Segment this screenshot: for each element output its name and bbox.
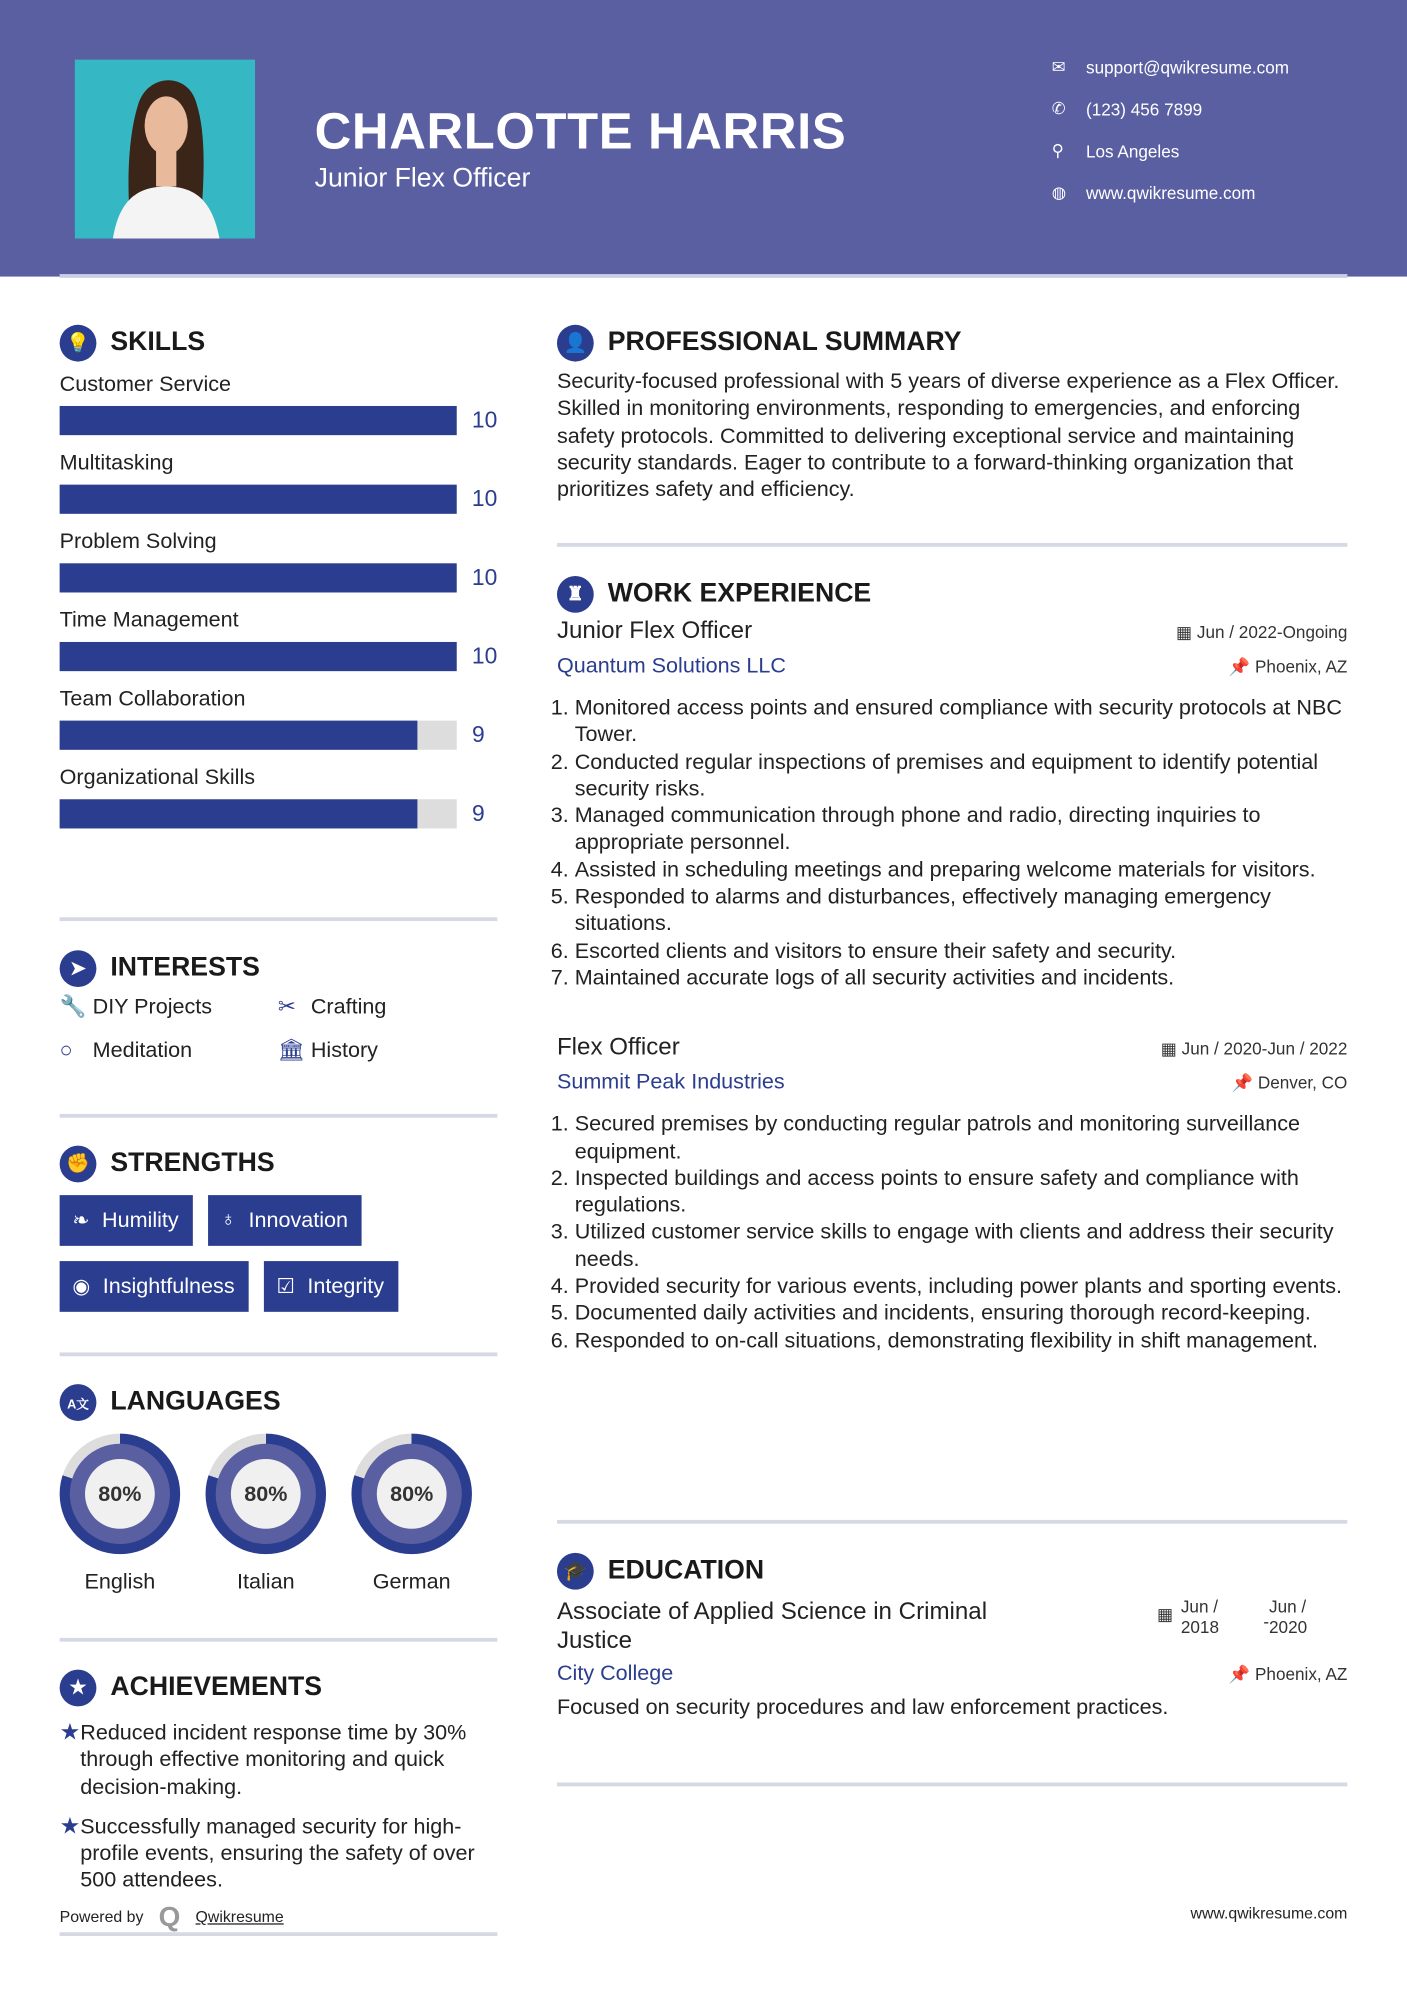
qwikresume-logo-icon: Q xyxy=(158,1900,181,1933)
lightbulb-icon: ♁ xyxy=(220,1209,236,1231)
language-item xyxy=(60,1434,181,1595)
strength-tag xyxy=(60,1261,249,1312)
divider xyxy=(60,1352,498,1356)
skill-bar-fill xyxy=(60,721,417,750)
section-heading: SKILLS xyxy=(110,327,206,357)
skill-value: 10 xyxy=(471,643,498,669)
job-title: Junior Flex Officer xyxy=(556,617,753,645)
language-percent: 80% xyxy=(377,1459,447,1529)
interests-section xyxy=(60,949,498,1063)
strength-label: Innovation xyxy=(248,1207,349,1232)
school-name: City College xyxy=(556,1660,674,1685)
company-name: Quantum Solutions LLC xyxy=(556,653,786,678)
interest-item xyxy=(60,1038,278,1063)
lightbulb-icon: 💡 xyxy=(60,324,97,361)
star-badge-icon: ★ xyxy=(60,1669,97,1706)
job-bullet: 4. Assisted in scheduling meetings and preparing welcome materials for visitors. xyxy=(575,856,1348,883)
divider xyxy=(557,1783,1347,1787)
language-label: English xyxy=(84,1569,156,1594)
job-bullet: 6. Responded to on-call situations, demonstrating flexibility in shift management. xyxy=(575,1327,1348,1354)
calendar-icon: ▦ xyxy=(1175,622,1197,642)
job-bullet: 2. Inspected buildings and access points to ensure safety and compliance with regulations. xyxy=(575,1164,1348,1218)
start-date: Jun / 2018 xyxy=(1180,1597,1219,1637)
contact-website[interactable] xyxy=(1052,183,1256,203)
skill-item xyxy=(60,686,498,749)
divider xyxy=(557,543,1347,547)
date-separator: - xyxy=(1263,1612,1270,1632)
language-label: German xyxy=(372,1569,451,1594)
eye-icon: ◉ xyxy=(72,1276,91,1298)
contact-text: support@qwikresume.com xyxy=(1086,57,1290,77)
candidate-name: CHARLOTTE HARRIS xyxy=(314,104,847,160)
graduate-icon: 🎓 xyxy=(557,1552,594,1589)
strength-label: Insightfulness xyxy=(102,1273,235,1298)
strengths-section xyxy=(60,1144,498,1311)
bank-icon: 🏛 xyxy=(277,1037,306,1062)
achievement-item xyxy=(60,1813,498,1894)
contact-phone xyxy=(1052,99,1202,119)
job-location: Denver, CO xyxy=(1257,1073,1348,1093)
language-donut xyxy=(206,1434,327,1555)
skill-bar-fill xyxy=(60,406,457,435)
language-item xyxy=(351,1434,472,1595)
language-item xyxy=(206,1434,327,1595)
skill-item xyxy=(60,765,498,828)
job-entry xyxy=(557,618,1347,991)
job-dates: Jun / 2022-Ongoing xyxy=(1196,622,1348,642)
skill-value: 10 xyxy=(471,407,498,433)
school-location: Phoenix, AZ xyxy=(1255,1664,1348,1684)
skill-value: 10 xyxy=(471,564,498,590)
divider xyxy=(557,1520,1347,1524)
language-percent: 80% xyxy=(85,1459,155,1529)
interest-item xyxy=(60,995,278,1020)
strength-tag xyxy=(264,1261,398,1312)
skill-label: Time Management xyxy=(59,607,239,632)
divider xyxy=(60,1114,498,1118)
summary-section xyxy=(557,324,1347,504)
job-bullet: 3. Managed communication through phone and radio, directing inquiries to appropriate personnel. xyxy=(575,802,1348,856)
candidate-title: Junior Flex Officer xyxy=(314,163,531,193)
skill-item xyxy=(60,372,498,435)
globe-icon: ◍ xyxy=(1051,182,1067,202)
skill-item xyxy=(60,450,498,513)
education-dates xyxy=(1157,1597,1347,1655)
degree: Associate of Applied Science in Criminal Justice xyxy=(556,1598,988,1655)
header-divider xyxy=(60,274,1348,278)
achievement-text: Successfully managed security for high-profile events, ensuring the safety of over 500 attendees. xyxy=(80,1814,475,1893)
job-entry xyxy=(557,1034,1347,1353)
skill-value: 9 xyxy=(471,721,485,748)
achievement-item xyxy=(60,1719,498,1800)
contact-email[interactable] xyxy=(1052,57,1289,77)
skill-bar xyxy=(60,799,457,828)
fist-icon: ✊ xyxy=(60,1145,97,1182)
job-bullet: 5. Documented daily activities and incidents, ensuring thorough record-keeping. xyxy=(575,1300,1348,1327)
section-heading: ACHIEVEMENTS xyxy=(110,1672,323,1702)
calendar-icon: ▦ xyxy=(1160,1039,1182,1059)
powered-by xyxy=(60,1901,284,1934)
job-bullet: 5. Responded to alarms and disturbances, effectively managing emergency situations. xyxy=(575,883,1348,937)
skill-value: 9 xyxy=(471,800,485,826)
job-title: Flex Officer xyxy=(556,1034,680,1061)
job-bullets xyxy=(557,1110,1347,1353)
scissors-icon: ✂ xyxy=(277,994,296,1019)
job-bullet: 7. Maintained accurate logs of all security activities and incidents. xyxy=(575,964,1348,991)
job-bullet: 6. Escorted clients and visitors to ensure their safety and security. xyxy=(575,937,1348,964)
languages-section xyxy=(60,1383,498,1595)
education-section xyxy=(557,1552,1347,1721)
skill-bar xyxy=(60,406,457,435)
language-percent: 80% xyxy=(231,1459,301,1529)
skill-label: Multitasking xyxy=(59,450,174,475)
language-icon: A文 xyxy=(60,1384,97,1421)
job-location: Phoenix, AZ xyxy=(1255,657,1348,677)
brand-link[interactable]: Qwikresume xyxy=(195,1908,284,1926)
language-label: Italian xyxy=(237,1569,295,1594)
job-bullets xyxy=(557,694,1347,991)
footer-website[interactable]: www.qwikresume.com xyxy=(1190,1904,1348,1923)
skill-label: Customer Service xyxy=(59,371,232,396)
section-heading: INTERESTS xyxy=(110,952,260,982)
section-heading: STRENGTHS xyxy=(110,1148,275,1178)
contact-text: (123) 456 7899 xyxy=(1086,99,1203,119)
star-icon: ★ xyxy=(59,1719,81,1745)
contact-text: www.qwikresume.com xyxy=(1086,183,1256,203)
summary-text: Security-focused professional with 5 years of diverse experience as a Flex Officer. Skilled in monitoring environments, responding to emergencies, and enforcing safety protocols. Committed to delivering exceptional service and maintaining security standards. Eager to contribute to a forward-thinking organization that prioritizes safety and efficiency. xyxy=(556,369,1340,502)
strength-label: Humility xyxy=(102,1207,179,1232)
job-bullet: 4. Provided security for various events, including power plants and sporting events. xyxy=(575,1273,1348,1300)
skill-bar-fill xyxy=(60,642,457,671)
divider xyxy=(60,1638,498,1642)
interest-label: History xyxy=(310,1037,378,1062)
language-donut xyxy=(60,1434,181,1555)
pin-icon: 📌 xyxy=(1228,657,1256,677)
skill-item xyxy=(60,608,498,671)
skill-bar xyxy=(60,485,457,514)
job-bullet: 2. Conducted regular inspections of premises and equipment to identify potential security risks. xyxy=(575,748,1348,802)
section-heading: LANGUAGES xyxy=(110,1386,281,1416)
skill-item xyxy=(60,529,498,592)
profile-photo xyxy=(75,60,255,239)
user-icon: 👤 xyxy=(557,324,594,361)
wrench-icon: 🔧 xyxy=(59,994,87,1019)
leaf-icon: ❧ xyxy=(72,1210,90,1232)
contact-text: Los Angeles xyxy=(1086,141,1180,161)
skill-label: Organizational Skills xyxy=(59,765,256,790)
circle-icon: ○ xyxy=(59,1037,73,1062)
calendar-icon: ▦ xyxy=(1157,1604,1174,1624)
skill-bar-fill xyxy=(60,485,457,514)
job-bullet: 3. Utilized customer service skills to engage with clients and address their security needs. xyxy=(575,1219,1348,1273)
briefcase-chair-icon: ♜ xyxy=(557,575,594,612)
interest-label: Meditation xyxy=(92,1037,193,1062)
language-donut xyxy=(351,1434,472,1555)
pin-icon: 📌 xyxy=(1228,1664,1256,1684)
achievement-text: Reduced incident response time by 30% through effective monitoring and quick decision-making. xyxy=(80,1720,467,1799)
pin-icon: 📌 xyxy=(1231,1073,1258,1093)
skill-label: Team Collaboration xyxy=(59,686,246,711)
map-marker-icon: ⚲ xyxy=(1051,140,1064,160)
section-heading: PROFESSIONAL SUMMARY xyxy=(607,327,962,357)
skill-bar xyxy=(60,721,457,750)
check-square-icon: ☑ xyxy=(276,1276,295,1298)
section-heading: EDUCATION xyxy=(607,1555,765,1585)
job-bullet: 1. Secured premises by conducting regular patrols and monitoring surveillance equipment. xyxy=(575,1110,1348,1164)
strength-tag xyxy=(60,1195,193,1246)
contact-location xyxy=(1052,141,1180,161)
skill-bar-fill xyxy=(60,563,457,592)
achievements-section xyxy=(60,1668,498,1894)
skill-bar-fill xyxy=(60,799,417,828)
job-bullet: 1. Monitored access points and ensured compliance with security protocols at NBC Tower. xyxy=(575,694,1348,748)
interest-label: DIY Projects xyxy=(92,994,213,1019)
skill-bar xyxy=(60,642,457,671)
interest-label: Crafting xyxy=(310,994,387,1019)
work-section xyxy=(557,575,1347,1354)
education-description: Focused on security procedures and law enforcement practices. xyxy=(556,1694,1169,1720)
skill-label: Problem Solving xyxy=(59,529,217,554)
section-heading: WORK EXPERIENCE xyxy=(607,578,872,608)
star-icon: ★ xyxy=(59,1812,81,1839)
job-dates: Jun / 2020-Jun / 2022 xyxy=(1181,1039,1348,1059)
skill-bar xyxy=(60,563,457,592)
divider xyxy=(60,1932,498,1936)
paper-plane-icon: ➤ xyxy=(60,950,97,987)
interest-item xyxy=(278,1038,496,1063)
strength-label: Integrity xyxy=(307,1273,385,1298)
company-name: Summit Peak Industries xyxy=(556,1069,785,1094)
end-date: Jun / 2020 xyxy=(1269,1597,1308,1637)
phone-icon: ✆ xyxy=(1051,98,1066,118)
skills-section xyxy=(60,324,498,829)
powered-by-label: Powered by xyxy=(59,1908,144,1926)
divider xyxy=(60,917,498,921)
skill-value: 10 xyxy=(471,485,498,512)
strength-tag xyxy=(208,1195,362,1246)
interest-item xyxy=(278,995,496,1020)
envelope-icon: ✉ xyxy=(1051,57,1066,77)
